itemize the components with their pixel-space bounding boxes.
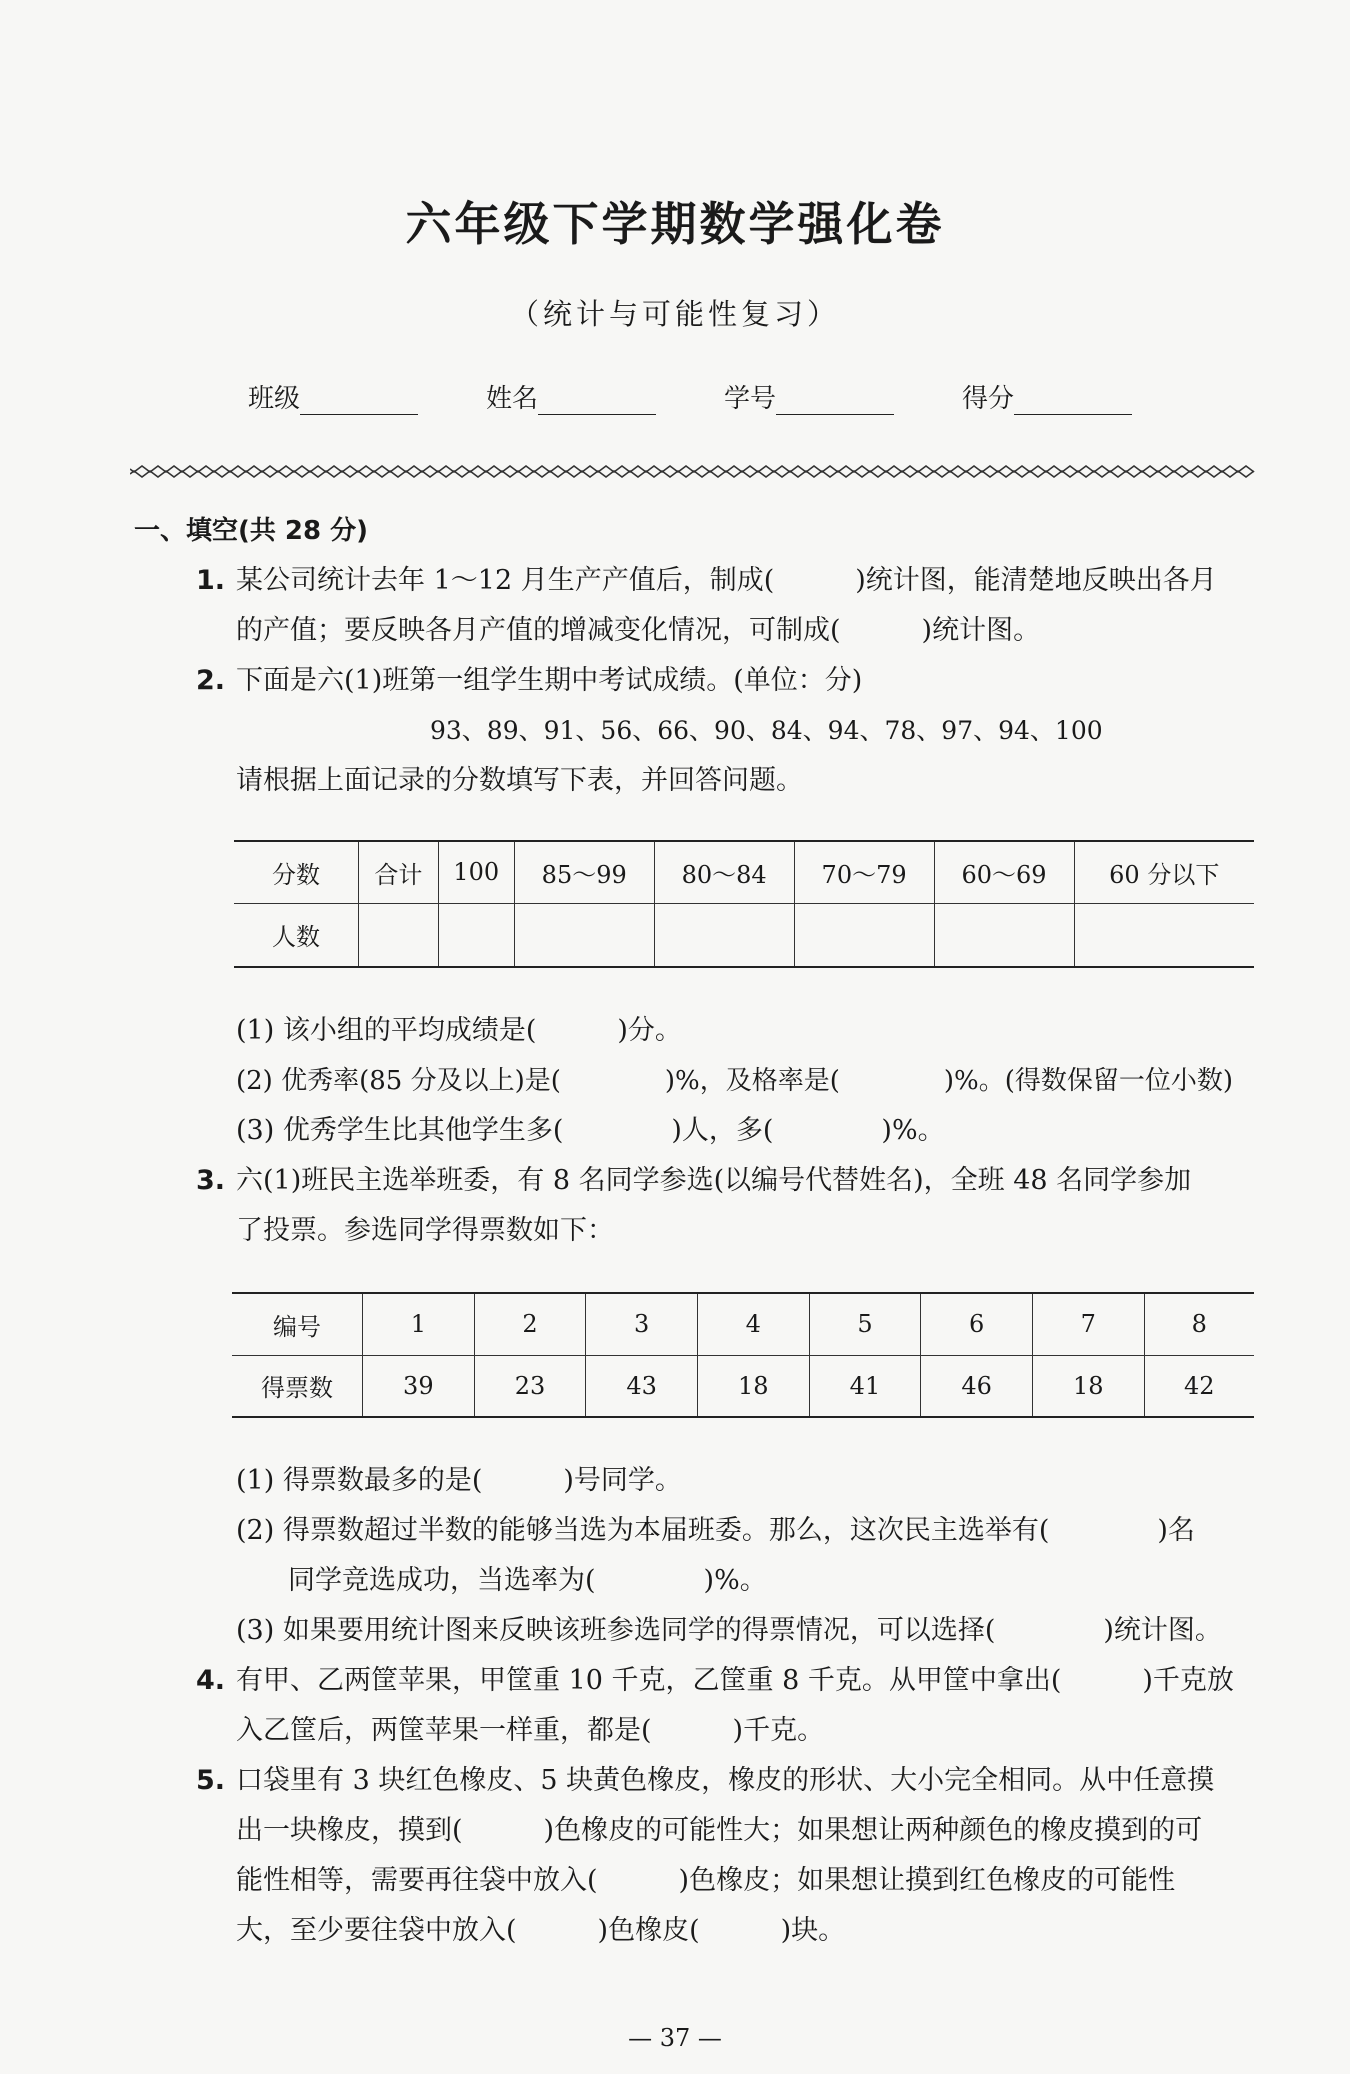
votes-cell: 43 <box>586 1355 698 1417</box>
score-header-cell: 60 分以下 <box>1074 841 1254 903</box>
q2-instruction: 请根据上面记录的分数填写下表，并回答问题。 <box>236 765 803 796</box>
count-input-cell[interactable] <box>514 903 654 967</box>
score-header-cell: 100 <box>438 841 514 903</box>
count-input-cell[interactable] <box>359 903 439 967</box>
section-heading: 一、填空(共 28 分) <box>134 516 369 546</box>
votes-cell: 18 <box>697 1355 809 1417</box>
student-number-label: 学号 <box>724 384 777 414</box>
page-number: — 37 — <box>628 2024 722 2052</box>
class-label: 班级 <box>248 384 301 414</box>
q3-sub3: (3) 如果要用统计图来反映该班参选同学的得票情况，可以选择( )统计图。 <box>236 1615 1222 1646</box>
wavy-divider <box>130 464 1256 480</box>
q3-line1: 六(1)班民主选举班委，有 8 名同学参选(以编号代替姓名)，全班 48 名同学参加 <box>236 1165 1192 1196</box>
votes-cell: 18 <box>1032 1355 1144 1417</box>
score-header-cell: 合计 <box>359 841 439 903</box>
name-blank[interactable] <box>538 384 656 415</box>
score-label: 得分 <box>962 384 1015 414</box>
votes-cell: 41 <box>809 1355 921 1417</box>
id-cell: 5 <box>809 1293 921 1355</box>
q1-line1: 某公司统计去年 1～12 月生产产值后，制成( )统计图，能清楚地反映出各月 <box>236 565 1217 596</box>
id-cell: 8 <box>1144 1293 1254 1355</box>
count-input-cell[interactable] <box>438 903 514 967</box>
count-input-cell[interactable] <box>654 903 794 967</box>
class-blank[interactable] <box>300 384 418 415</box>
student-number-field[interactable] <box>724 378 894 415</box>
q5-line1: 口袋里有 3 块红色橡皮、5 块黄色橡皮，橡皮的形状、大小完全相同。从中任意摸 <box>236 1765 1215 1796</box>
count-row-label: 人数 <box>272 923 320 952</box>
q1-line2: 的产值；要反映各月产值的增减变化情况，可制成( )统计图。 <box>236 615 1041 646</box>
q2-sub1: (1) 该小组的平均成绩是( )分。 <box>236 1015 682 1046</box>
id-cell: 3 <box>586 1293 698 1355</box>
q3-sub1: (1) 得票数最多的是( )号同学。 <box>236 1465 682 1496</box>
id-cell: 7 <box>1032 1293 1144 1355</box>
count-input-cell[interactable] <box>794 903 934 967</box>
q3-number: 3. <box>196 1165 226 1196</box>
votes-table <box>232 1292 1254 1418</box>
q2-line1: 下面是六(1)班第一组学生期中考试成绩。(单位：分) <box>236 665 863 696</box>
score-header-cell: 70～79 <box>794 841 934 903</box>
score-field[interactable] <box>962 378 1132 415</box>
q2-score-list: 93、89、91、56、66、90、84、94、78、97、94、100 <box>430 716 1103 745</box>
q1-number: 1. <box>196 565 226 596</box>
q2-sub2: (2) 优秀率(85 分及以上)是( )%，及格率是( )%。(得数保留一位小数) <box>236 1066 1234 1096</box>
page-subtitle: （统计与可能性复习） <box>509 297 840 331</box>
q5-line2: 出一块橡皮，摸到( )色橡皮的可能性大；如果想让两种颜色的橡皮摸到的可 <box>236 1815 1203 1846</box>
votes-cell: 46 <box>921 1355 1033 1417</box>
votes-cell: 39 <box>363 1355 475 1417</box>
q3-sub2-line2: 同学竞选成功，当选率为( )%。 <box>288 1565 767 1596</box>
q4-line2: 入乙筐后，两筐苹果一样重，都是( )千克。 <box>236 1715 825 1746</box>
q5-line3: 能性相等，需要再往袋中放入( )色橡皮；如果想让摸到红色橡皮的可能性 <box>236 1865 1176 1896</box>
score-header-label: 分数 <box>234 841 359 903</box>
q4-number: 4. <box>196 1665 226 1696</box>
score-header-cell: 85～99 <box>514 841 654 903</box>
name-field[interactable] <box>486 378 656 415</box>
count-input-cell[interactable] <box>1074 903 1254 967</box>
votes-cell: 23 <box>474 1355 586 1417</box>
score-blank[interactable] <box>1014 384 1132 415</box>
score-header-cell: 60～69 <box>934 841 1074 903</box>
id-cell: 1 <box>363 1293 475 1355</box>
student-number-blank[interactable] <box>776 384 894 415</box>
votes-row-label: 得票数 <box>261 1374 333 1403</box>
q5-number: 5. <box>196 1765 226 1796</box>
q4-line1: 有甲、乙两筐苹果，甲筐重 10 千克，乙筐重 8 千克。从甲筐中拿出( )千克放 <box>236 1665 1234 1696</box>
class-field[interactable] <box>248 378 418 415</box>
id-cell: 4 <box>697 1293 809 1355</box>
name-label: 姓名 <box>486 384 539 414</box>
id-cell: 2 <box>474 1293 586 1355</box>
q2-sub3: (3) 优秀学生比其他学生多( )人，多( )%。 <box>236 1115 945 1146</box>
votes-cell: 42 <box>1144 1355 1254 1417</box>
q2-number: 2. <box>196 665 226 696</box>
score-table <box>234 840 1254 968</box>
page-title: 六年级下学期数学强化卷 <box>405 197 945 251</box>
q5-line4: 大，至少要往袋中放入( )色橡皮( )块。 <box>236 1915 846 1946</box>
score-header-cell: 80～84 <box>654 841 794 903</box>
q3-sub2-line1: (2) 得票数超过半数的能够当选为本届班委。那么，这次民主选举有( )名 <box>236 1515 1195 1546</box>
q3-line2: 了投票。参选同学得票数如下： <box>236 1215 614 1246</box>
id-header-label: 编号 <box>232 1293 363 1355</box>
id-cell: 6 <box>921 1293 1033 1355</box>
count-input-cell[interactable] <box>934 903 1074 967</box>
